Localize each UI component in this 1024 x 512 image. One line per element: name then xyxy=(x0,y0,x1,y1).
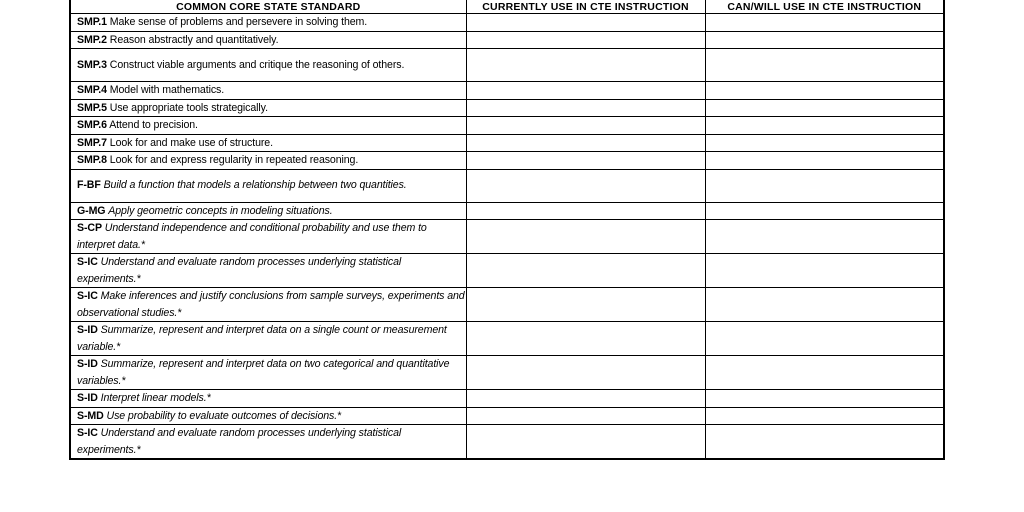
can-will-use-cell[interactable] xyxy=(705,169,944,202)
can-will-use-cell[interactable] xyxy=(705,288,944,322)
standard-code: SMP.3 xyxy=(77,58,107,71)
table-row xyxy=(70,152,944,170)
standard-cell xyxy=(70,82,466,100)
standard-cell xyxy=(70,14,466,32)
table-row xyxy=(70,407,944,425)
header-row xyxy=(70,0,944,14)
table-row xyxy=(70,134,944,152)
standard-cell xyxy=(70,117,466,135)
standard-code: S-MD xyxy=(77,409,104,422)
currently-use-cell[interactable] xyxy=(466,220,705,254)
can-will-use-cell[interactable] xyxy=(705,99,944,117)
table-row xyxy=(70,82,944,100)
currently-use-cell[interactable] xyxy=(466,390,705,408)
standard-cell xyxy=(70,134,466,152)
table-header xyxy=(70,0,944,14)
standard-cell xyxy=(70,425,466,460)
table-row xyxy=(70,356,944,390)
standard-code: S-IC xyxy=(77,427,98,439)
standard-code: SMP.5 xyxy=(77,101,107,114)
can-will-use-cell[interactable] xyxy=(705,254,944,288)
standard-description: Summarize, represent and interpret data on a single count or measurement variable.* xyxy=(77,324,447,353)
header-can-will-use: CAN/WILL USE IN CTE INSTRUCTION xyxy=(705,0,944,14)
currently-use-cell[interactable] xyxy=(466,425,705,460)
currently-use-cell[interactable] xyxy=(466,202,705,220)
standard-cell xyxy=(70,407,466,425)
standard-cell xyxy=(70,288,466,322)
currently-use-cell[interactable] xyxy=(466,31,705,49)
standard-cell xyxy=(70,356,466,390)
standard-description: Use probability to evaluate outcomes of decisions.* xyxy=(106,409,342,422)
standards-table xyxy=(69,0,945,460)
currently-use-cell[interactable] xyxy=(466,117,705,135)
standard-cell xyxy=(70,31,466,49)
currently-use-cell[interactable] xyxy=(466,288,705,322)
standard-code: SMP.1 xyxy=(77,16,107,28)
standard-code: SMP.2 xyxy=(77,33,107,46)
currently-use-cell[interactable] xyxy=(466,254,705,288)
currently-use-cell[interactable] xyxy=(466,99,705,117)
table-row xyxy=(70,390,944,408)
standard-cell xyxy=(70,390,466,408)
standard-description: Apply geometric concepts in modeling situations. xyxy=(108,204,333,217)
table-row xyxy=(70,169,944,202)
currently-use-cell[interactable] xyxy=(466,407,705,425)
currently-use-cell[interactable] xyxy=(466,134,705,152)
header-standard: COMMON CORE STATE STANDARD xyxy=(70,0,466,14)
can-will-use-cell[interactable] xyxy=(705,134,944,152)
can-will-use-cell[interactable] xyxy=(705,202,944,220)
can-will-use-cell[interactable] xyxy=(705,152,944,170)
standard-description: Construct viable arguments and critique the reasoning of others. xyxy=(109,58,405,71)
standard-cell xyxy=(70,152,466,170)
standard-cell xyxy=(70,322,466,356)
standard-description: Look for and express regularity in repeated reasoning. xyxy=(109,154,359,166)
table-row xyxy=(70,14,944,32)
standard-code: S-ID xyxy=(77,358,98,370)
standard-description: Understand independence and conditional probability and use them to interpret data.* xyxy=(77,222,427,251)
standard-description: Attend to precision. xyxy=(109,119,198,131)
standard-description: Reason abstractly and quantitatively. xyxy=(109,33,279,46)
table-row xyxy=(70,322,944,356)
standard-code: SMP.7 xyxy=(77,136,107,149)
header-currently-use: CURRENTLY USE IN CTE INSTRUCTION xyxy=(466,0,705,14)
standard-description: Interpret linear models.* xyxy=(100,392,211,404)
standard-description: Use appropriate tools strategically. xyxy=(109,101,268,114)
standard-description: Make inferences and justify conclusions from sample surveys, experiments and observational studies.* xyxy=(77,290,465,319)
table-body xyxy=(70,14,944,460)
table-row xyxy=(70,288,944,322)
standard-code: SMP.6 xyxy=(77,119,107,131)
standard-cell xyxy=(70,169,466,202)
standard-code: S-CP xyxy=(77,222,102,234)
can-will-use-cell[interactable] xyxy=(705,31,944,49)
standard-cell xyxy=(70,254,466,288)
standard-description: Make sense of problems and persevere in solving them. xyxy=(109,16,368,28)
standard-description: Understand and evaluate random processes underlying statistical experiments.* xyxy=(77,427,402,456)
standard-code: F-BF xyxy=(77,179,101,192)
standard-code: S-ID xyxy=(77,324,98,336)
can-will-use-cell[interactable] xyxy=(705,14,944,32)
table-row xyxy=(70,31,944,49)
standard-description: Look for and make use of structure. xyxy=(109,136,273,149)
currently-use-cell[interactable] xyxy=(466,49,705,82)
can-will-use-cell[interactable] xyxy=(705,220,944,254)
can-will-use-cell[interactable] xyxy=(705,356,944,390)
standard-code: G-MG xyxy=(77,204,106,217)
can-will-use-cell[interactable] xyxy=(705,117,944,135)
currently-use-cell[interactable] xyxy=(466,152,705,170)
table-row xyxy=(70,117,944,135)
standard-description: Build a function that models a relationship between two quantities. xyxy=(103,179,407,192)
standard-code: S-ID xyxy=(77,392,98,404)
can-will-use-cell[interactable] xyxy=(705,425,944,460)
can-will-use-cell[interactable] xyxy=(705,82,944,100)
standard-cell xyxy=(70,49,466,82)
currently-use-cell[interactable] xyxy=(466,82,705,100)
currently-use-cell[interactable] xyxy=(466,322,705,356)
standard-code: S-IC xyxy=(77,290,98,302)
can-will-use-cell[interactable] xyxy=(705,407,944,425)
standard-description: Understand and evaluate random processes underlying statistical experiments.* xyxy=(77,256,402,285)
standard-cell xyxy=(70,220,466,254)
standard-cell xyxy=(70,202,466,220)
standard-description: Summarize, represent and interpret data on two categorical and quantitative variables.* xyxy=(77,358,450,387)
currently-use-cell[interactable] xyxy=(466,14,705,32)
table-row xyxy=(70,254,944,288)
standard-code: S-IC xyxy=(77,256,98,268)
table-row xyxy=(70,99,944,117)
table-row xyxy=(70,202,944,220)
can-will-use-cell[interactable] xyxy=(705,390,944,408)
currently-use-cell[interactable] xyxy=(466,169,705,202)
standard-cell xyxy=(70,99,466,117)
table-row xyxy=(70,220,944,254)
currently-use-cell[interactable] xyxy=(466,356,705,390)
standard-description: Model with mathematics. xyxy=(109,84,225,96)
standard-code: SMP.4 xyxy=(77,84,107,96)
table-row xyxy=(70,49,944,82)
can-will-use-cell[interactable] xyxy=(705,322,944,356)
standard-code: SMP.8 xyxy=(77,154,107,166)
can-will-use-cell[interactable] xyxy=(705,49,944,82)
table-row xyxy=(70,425,944,460)
